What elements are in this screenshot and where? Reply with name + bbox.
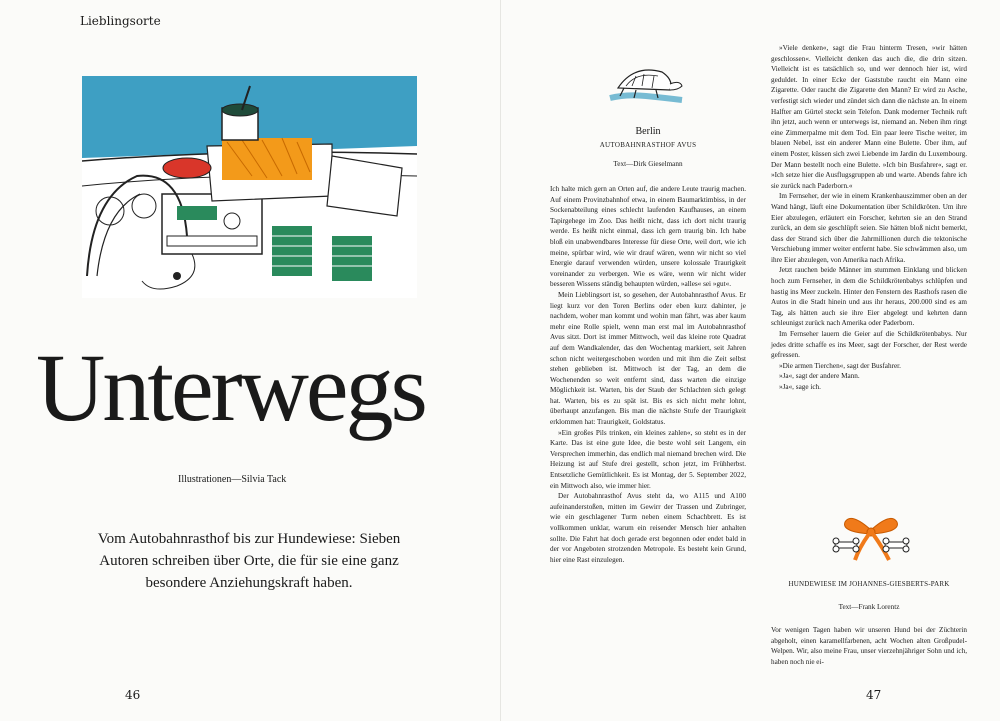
paragraph: Jetzt rauchen beide Männer im stummen Einklang und blicken hoch zum Fernseher, in dem die Schildkrötenbabys schlüpfen und hastig ins Meer zuckeln. Hinter den Fenstern des Rasthofs rasen die Autos in die Stadt hinein und aus ihr heraus, 200.000 sind es am Tag, als hätten auch sie ihre Eier abgelegt und kehrten dann schleunigst zurück nach Amerika oder Paderborn. [771, 266, 967, 328]
article-column-2 [771, 43, 967, 393]
paragraph: »Ja«, sagt der andere Mann. [779, 372, 860, 381]
article-author: Text—Dirk Gieselmann [613, 160, 683, 168]
paragraph: Ich halte mich gern an Orten auf, die andere Leute traurig machen. Auf einem Provinzbahnhof etwa, in einem Baumarktimbiss, in der Sockenabteilung eines schlecht laufenden Kaufhauses, an einem Tapirgehege im Zoo. Das heißt nicht, dass ich dort nicht traurig werde. Es heißt nicht einmal, dass ich gern traurig bin. Ich habe bloß ein unabwendbares Interesse für diese Orte, weil dort, wie ich meine, spürbar wird, wie wir drauf wären, wenn wir nicht so viel Energie darauf verwenden würden, unsere kolossale Traurigkeit voreinander zu verbergen. Wie es wäre, wenn wir nicht wider besseren Wissens ständig behaupten würden, »alles« sei »gut«. [550, 185, 746, 289]
section-label: Lieblingsorte [80, 14, 161, 28]
illustration-credit: Illustrationen—Silvia Tack [178, 474, 287, 485]
paragraph: Im Fernseher, der wie in einem Krankenhauszimmer oben an der Wand hängt, läuft eine Dokumentation über Schildkröten. Um ihre Eier abzulegen, erläutert ein Forscher, kehrten sie an den Strand zurück, an dem sie geschlüpft seien. Sie hätten bloß nicht bemerkt, dass der Strand sich über die Jahrmillionen durch die tektonische Verschiebung immer weiter entfernt habe. Sie schwämmen also, um ihre Eier abzulegen, von Amerika nach Afrika. [771, 192, 967, 264]
paragraph: »Ja«, sage ich. [779, 383, 821, 391]
article-author: Text—Frank Lorentz [838, 603, 900, 611]
right-page [500, 0, 1000, 721]
turtle-illustration [606, 58, 686, 110]
page-number-right: 47 [866, 688, 882, 702]
page-number-left: 46 [125, 688, 141, 702]
article-place: AUTOBAHNRASTHOF AVUS [599, 141, 697, 149]
paragraph: »Die armen Tierchen«, sagt der Busfahrer. [779, 361, 901, 370]
paragraph: Mein Lieblingsort ist, so gesehen, der Autobahnrasthof Avus. Er liegt kurz vor den Toren Berlins oder eben kurz dahinter, je nachdem, woher man kommt und wohin man fährt, was aber kaum mehr eine Rolle spielt, wenn man erst mal im Autobahnrasthof Avus sitzt. Dort ist immer Mittwoch, weil das kleine rote Quadrat auf dem Wandkalender, das den Wochentag markiert, seit Jahren schon nicht weitergeschoben worden und mit ihm die Zeit selbst stehen geblieben ist. Mittwoch ist der Tag, an dem die Wochenenden so weit entfernt sind, dass warten die einzige Möglichkeit ist. Warten, bis der Staub der Schlachten sich gelegt hat. Warten, bis es zu spät ist. Bis es sich nicht mehr lohnt, überhaupt anzufangen. Bis man die nächste Stufe der Traurigkeit erklommen hat: Traurigkeit, Goldstatus. [550, 290, 746, 427]
article-column-1 [550, 184, 746, 565]
page-title: Unterwegs [36, 334, 425, 441]
paragraph: Im Fernseher lauern die Geier auf die Schildkrötenbabys. Nur jedes dritte schaffe es ins Meer, sagt der Forscher, der Rest werde gefressen. [771, 330, 967, 360]
paragraph: Der Autobahnrasthof Avus steht da, wo A115 und A100 aufeinanderstoßen, mitten im Gewirr der Trassen und Zubringer, wie ein geschlagener Turm neben einem Schachbrett. Es ist vollkommen unklar, warum ein reisender Mensch hier anhalten sollte. Die Fahrt hat doch gerade erst begonnen oder endet bald in der vor Angeboten strotzenden Metropole. Es besteht kein Grund, hier eine Rast einzulegen. [550, 492, 746, 564]
paragraph: Vor wenigen Tagen haben wir unseren Hund bei der Züchterin abgeholt, einen karamellfarbenen, acht Wochen alten Großpudel-Welpen. Wir, also meine Frau, unser vierzehnjähriger Sohn und ich, haben noch nie ei- [771, 626, 967, 666]
car-dashboard-fries-illustration [82, 76, 417, 298]
intro-text: Vom Autobahnrasthof bis zur Hundewiese: Sieben Autoren schreiben über Orte, die für sie eine ganz besondere Anziehungskraft haben. [97, 531, 401, 591]
article-place: HUNDEWIESE IM JOHANNES-GIESBERTS-PARK [788, 580, 950, 588]
paragraph: »Viele denken«, sagt die Frau hinterm Tresen, »wir hätten geschlossen«. Vielleicht denken das auch die, die drin sitzen. Vielleicht ist es tatsächlich so, und wer dennoch hier ist, wird geduldet. In einer Ecke der Gaststube raucht ein Mann eine Zigarette. Oder raucht die Zigarette den Mann? Er wird zu Asche, verfestigt sich wieder und zündet sich dann die nächste an. In einem Halfter am Gürtel steckt sein Telefon. Dank moderner Technik ruft ihn jetzt, auch wenn er unterwegs ist, niemand an. Neben ihm ringt eine Zimmerpalme mit dem Tod. Ein paar leere Tische weiter, im blauen Nebel, isst ein anderer Mann eine Bulette. Über ihm, auf einem Poster, küssen sich zwei Liebende im Jardin du Luxembourg. Der Mann bestellt noch eine Bulette. »Ich bin Busfahrer«, sagt er. »Ich setze hier die Ausflugsgruppen ab und warte. Abends fahre ich sie zurück nach Paderborn.« [771, 44, 967, 190]
paragraph: »Ein großes Pils trinken, ein kleines zahlen«, so steht es in der Karte. Das ist eine gute Idee, die beste wohl seit Langem, ein Versprechen immerhin, das endlich mal niemand brechen wird. Die Heizung ist auf Stufe drei gestellt, schon jetzt, im Frühherbst. Entsetzliche Gemütlichkeit. Es ist Montag, der 5. September 2022, ein Mittwoch also, wie immer hier. [550, 428, 746, 490]
article-column-3 [771, 625, 967, 667]
article-city: Berlin [635, 126, 661, 137]
bow-and-bones-illustration [831, 508, 911, 568]
